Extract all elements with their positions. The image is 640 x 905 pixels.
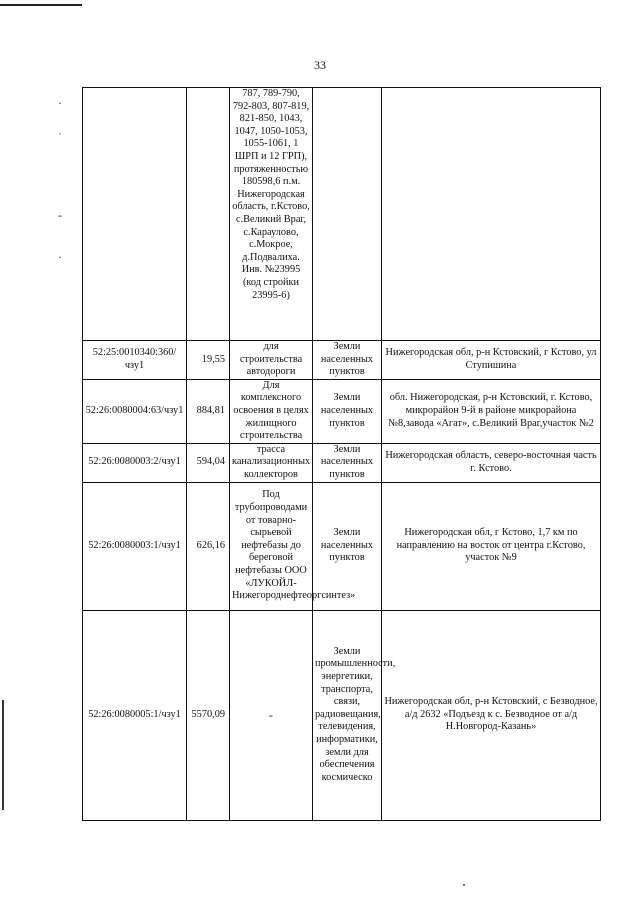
table-row: [83, 88, 601, 341]
location-cell: Нижегородская обл, г Кстово, 1,7 км по направлению на восток от центра г.Кстово, участок №9: [382, 482, 601, 610]
table-row: [83, 379, 601, 443]
category-cell: Земли промышленности, энергетики, транспорта, связи, радиовещания, телевидения, информатики, земли для обеспечения космическо: [313, 610, 382, 820]
purpose-cell: трасса канализационных коллекторов: [230, 443, 313, 482]
area-cell: [187, 88, 230, 341]
margin-mark: ˙: [58, 130, 62, 144]
table-row: [83, 610, 601, 820]
cadastral-number-cell: 52:26:0080004:63/чзу1: [83, 379, 187, 443]
margin-mark: -: [58, 208, 62, 222]
area-cell: 594,04: [187, 443, 230, 482]
category-cell: [313, 88, 382, 341]
location-cell: [382, 88, 601, 341]
cadastral-number-cell: 52:26:0080005:1/чзу1: [83, 610, 187, 820]
page-number: 33: [314, 58, 326, 72]
top-rule: [0, 4, 82, 6]
purpose-cell: Для комплексного освоения в целях жилищного строительства: [230, 379, 313, 443]
location-cell: Нижегородская обл, р-н Кстовский, с Безводное, а/д 2632 «Подъезд к с. Безводное от а/д Н.Новгород-Казань»: [382, 610, 601, 820]
margin-mark: ·: [58, 250, 62, 264]
scan-speck: [463, 884, 465, 886]
category-cell: Земли населенных пунктов: [313, 341, 382, 380]
area-cell: 884,81: [187, 379, 230, 443]
margin-mark: ·: [58, 96, 62, 110]
table-row: [83, 341, 601, 380]
area-cell: 626,16: [187, 482, 230, 610]
cadastral-number-cell: [83, 88, 187, 341]
area-cell: 19,55: [187, 341, 230, 380]
category-cell: Земли населенных пунктов: [313, 482, 382, 610]
land-plot-table: [82, 87, 601, 821]
table-row: [83, 443, 601, 482]
purpose-cell: -: [230, 610, 313, 820]
purpose-cell: Под трубопроводами от товарно-сырьевой нефтебазы до береговой нефтебазы ООО «ЛУКОЙЛ-Нижегороднефтеоргсинтез»: [230, 482, 313, 610]
purpose-cell: для строительства автодороги: [230, 341, 313, 380]
cadastral-number-cell: 52:26:0080003:1/чзу1: [83, 482, 187, 610]
cadastral-number-cell: 52:26:0080003:2/чзу1: [83, 443, 187, 482]
category-cell: Земли населенных пунктов: [313, 443, 382, 482]
location-cell: Нижегородская область, северо-восточная часть г. Кстово.: [382, 443, 601, 482]
cadastral-number-cell: 52:25:0010340:360/чзу1: [83, 341, 187, 380]
area-cell: 5570,09: [187, 610, 230, 820]
table-row: [83, 482, 601, 610]
location-cell: обл. Нижегородская, р-н Кстовский, г. Кстово, микрорайон 9-й в районе микрорайона №8,завода «Агат», с.Великий Враг,участок №2: [382, 379, 601, 443]
scan-edge-bar: [2, 700, 4, 810]
location-cell: Нижегородская обл, р-н Кстовский, г Кстово, ул Ступишина: [382, 341, 601, 380]
purpose-cell: 787, 789-790, 792-803, 807-819, 821-850, 1043, 1047, 1050-1053, 1055-1061, 1 ШРП и 12 ГРП), протяженностью 180598,6 п.м. Нижегородская область, г.Кстово, с.Великий Враг, с.Караулово, с.Мокрое, д.Подвалиха. Инв. №23995 (код стройки 23995-6): [230, 88, 313, 341]
category-cell: Земли населенных пунктов: [313, 379, 382, 443]
